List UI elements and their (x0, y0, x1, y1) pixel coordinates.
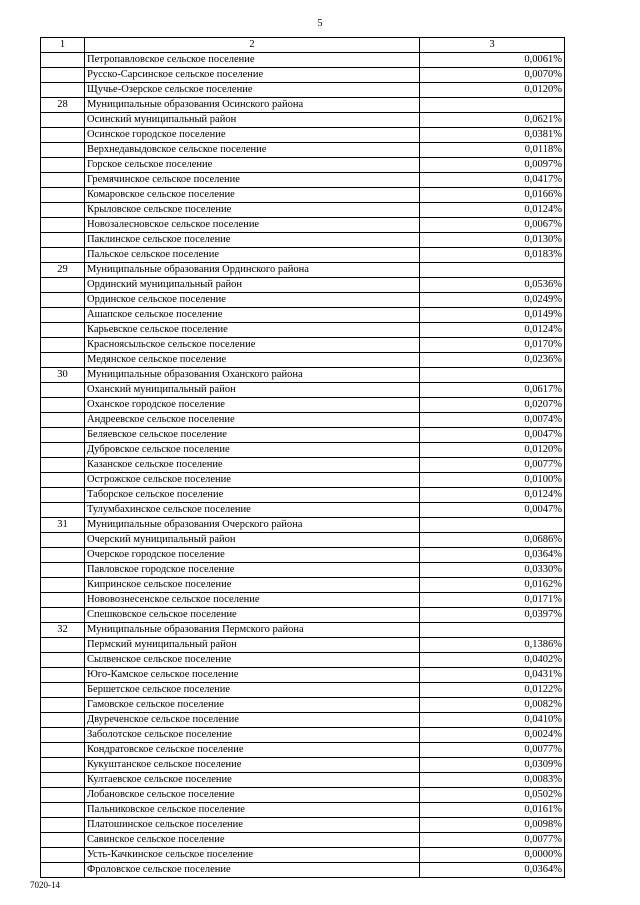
row-value: 0,0083% (420, 773, 565, 788)
row-name: Гремячинское сельское поселение (85, 173, 420, 188)
row-number (41, 443, 85, 458)
table-row (41, 128, 565, 143)
table-row (41, 473, 565, 488)
row-number (41, 203, 85, 218)
row-number (41, 158, 85, 173)
row-value: 0,0077% (420, 458, 565, 473)
row-value: 0,0149% (420, 308, 565, 323)
row-number: 28 (41, 98, 85, 113)
row-number (41, 428, 85, 443)
row-value: 0,0047% (420, 428, 565, 443)
table-row (41, 563, 565, 578)
table-row (41, 413, 565, 428)
row-number (41, 398, 85, 413)
table-row (41, 278, 565, 293)
row-name: Муниципальные образования Очерского района (85, 518, 420, 533)
document-code: 7020-14 (30, 880, 60, 890)
table-row (41, 638, 565, 653)
row-number (41, 833, 85, 848)
row-value: 0,0402% (420, 653, 565, 668)
row-value: 0,0130% (420, 233, 565, 248)
row-number: 29 (41, 263, 85, 278)
row-name: Ашапское сельское поселение (85, 308, 420, 323)
district-header-row (41, 263, 565, 278)
row-value: 0,0183% (420, 248, 565, 263)
row-name: Ординский муниципальный район (85, 278, 420, 293)
row-number (41, 383, 85, 398)
row-number (41, 53, 85, 68)
table-row (41, 458, 565, 473)
row-name: Русско-Сарсинское сельское поселение (85, 68, 420, 83)
table-row (41, 248, 565, 263)
row-name: Заболотское сельское поселение (85, 728, 420, 743)
row-name: Петропавловское сельское поселение (85, 53, 420, 68)
row-name: Горское сельское поселение (85, 158, 420, 173)
row-number (41, 698, 85, 713)
row-number (41, 548, 85, 563)
row-name: Пальское сельское поселение (85, 248, 420, 263)
row-value: 0,0077% (420, 743, 565, 758)
row-name: Усть-Качкинское сельское поселение (85, 848, 420, 863)
row-value: 0,0397% (420, 608, 565, 623)
row-number (41, 323, 85, 338)
row-number (41, 83, 85, 98)
row-value: 0,0097% (420, 158, 565, 173)
row-name: Кондратовское сельское поселение (85, 743, 420, 758)
row-value: 0,0161% (420, 803, 565, 818)
table-row (41, 773, 565, 788)
row-value (420, 98, 565, 113)
row-value: 0,0098% (420, 818, 565, 833)
row-number (41, 308, 85, 323)
row-name: Новозалесновское сельское поселение (85, 218, 420, 233)
table-row (41, 203, 565, 218)
row-number (41, 488, 85, 503)
table-row (41, 593, 565, 608)
row-number (41, 503, 85, 518)
row-number (41, 473, 85, 488)
row-number (41, 668, 85, 683)
row-number (41, 278, 85, 293)
page-number: 5 (317, 18, 323, 29)
table-row (41, 848, 565, 863)
row-value: 0,0502% (420, 788, 565, 803)
row-number (41, 233, 85, 248)
header-col-3: 3 (420, 38, 565, 53)
row-number (41, 713, 85, 728)
table-row (41, 353, 565, 368)
row-number (41, 533, 85, 548)
row-value: 0,0070% (420, 68, 565, 83)
row-number: 32 (41, 623, 85, 638)
table-row (41, 683, 565, 698)
row-number (41, 683, 85, 698)
row-value: 0,0118% (420, 143, 565, 158)
header-col-2: 2 (85, 38, 420, 53)
table-row (41, 323, 565, 338)
allocation-table (40, 37, 565, 878)
table-row (41, 173, 565, 188)
row-value: 0,0207% (420, 398, 565, 413)
table-row (41, 113, 565, 128)
row-value: 0,0417% (420, 173, 565, 188)
table-row (41, 53, 565, 68)
row-name: Бершетское сельское поселение (85, 683, 420, 698)
row-number (41, 638, 85, 653)
row-name: Кипринское сельское поселение (85, 578, 420, 593)
row-value: 0,0120% (420, 83, 565, 98)
row-value: 0,0077% (420, 833, 565, 848)
row-name: Беляевское сельское поселение (85, 428, 420, 443)
row-number (41, 863, 85, 878)
row-value: 0,0000% (420, 848, 565, 863)
row-value (420, 368, 565, 383)
row-value: 0,0100% (420, 473, 565, 488)
row-value: 0,0124% (420, 323, 565, 338)
table-row (41, 308, 565, 323)
row-number: 30 (41, 368, 85, 383)
row-name: Осинский муниципальный район (85, 113, 420, 128)
row-name: Комаровское сельское поселение (85, 188, 420, 203)
row-value: 0,0236% (420, 353, 565, 368)
row-name: Фроловское сельское поселение (85, 863, 420, 878)
table-row (41, 428, 565, 443)
row-value: 0,0617% (420, 383, 565, 398)
row-number (41, 188, 85, 203)
table-row (41, 803, 565, 818)
row-value: 0,0364% (420, 548, 565, 563)
row-number (41, 593, 85, 608)
row-number (41, 113, 85, 128)
row-number (41, 413, 85, 428)
row-name: Карьевское сельское поселение (85, 323, 420, 338)
row-value: 0,0074% (420, 413, 565, 428)
row-name: Муниципальные образования Пермского района (85, 623, 420, 638)
table-row (41, 653, 565, 668)
table-row (41, 293, 565, 308)
row-name: Савинское сельское поселение (85, 833, 420, 848)
table-row (41, 668, 565, 683)
row-number (41, 68, 85, 83)
row-value: 0,0124% (420, 203, 565, 218)
table-row (41, 533, 565, 548)
district-header-row (41, 368, 565, 383)
row-number (41, 173, 85, 188)
row-name: Култаевское сельское поселение (85, 773, 420, 788)
district-header-row (41, 623, 565, 638)
row-value: 0,0166% (420, 188, 565, 203)
row-name: Дубровское сельское поселение (85, 443, 420, 458)
row-name: Муниципальные образования Оханского района (85, 368, 420, 383)
row-name: Медянское сельское поселение (85, 353, 420, 368)
row-number (41, 563, 85, 578)
row-name: Кукуштанское сельское поселение (85, 758, 420, 773)
row-name: Оханский муниципальный район (85, 383, 420, 398)
table-row (41, 398, 565, 413)
table-row (41, 863, 565, 878)
row-value: 0,0122% (420, 683, 565, 698)
table-row (41, 143, 565, 158)
table-row (41, 503, 565, 518)
table-row (41, 548, 565, 563)
row-value: 0,0124% (420, 488, 565, 503)
district-header-row (41, 98, 565, 113)
row-value: 0,0536% (420, 278, 565, 293)
row-name: Гамовское сельское поселение (85, 698, 420, 713)
row-name: Лобановское сельское поселение (85, 788, 420, 803)
row-name: Очерское городское поселение (85, 548, 420, 563)
row-number (41, 818, 85, 833)
table-row (41, 443, 565, 458)
row-name: Пермский муниципальный район (85, 638, 420, 653)
row-number (41, 758, 85, 773)
row-number (41, 653, 85, 668)
row-name: Двуреченское сельское поселение (85, 713, 420, 728)
row-name: Юго-Камское сельское поселение (85, 668, 420, 683)
row-name: Пальниковское сельское поселение (85, 803, 420, 818)
row-number (41, 578, 85, 593)
row-number (41, 803, 85, 818)
table-row (41, 818, 565, 833)
row-number (41, 248, 85, 263)
row-value (420, 518, 565, 533)
row-name: Андреевское сельское поселение (85, 413, 420, 428)
row-value (420, 263, 565, 278)
header-col-1: 1 (41, 38, 85, 53)
district-header-row (41, 518, 565, 533)
row-name: Паклинское сельское поселение (85, 233, 420, 248)
row-value: 0,1386% (420, 638, 565, 653)
row-value: 0,0686% (420, 533, 565, 548)
row-value: 0,0120% (420, 443, 565, 458)
row-name: Тулумбахинское сельское поселение (85, 503, 420, 518)
row-number (41, 353, 85, 368)
row-number (41, 128, 85, 143)
row-name: Острожское сельское поселение (85, 473, 420, 488)
table-row (41, 578, 565, 593)
table-row (41, 788, 565, 803)
row-value: 0,0061% (420, 53, 565, 68)
row-value: 0,0381% (420, 128, 565, 143)
row-value: 0,0249% (420, 293, 565, 308)
row-name: Нововознесенское сельское поселение (85, 593, 420, 608)
table-row (41, 713, 565, 728)
row-name: Ординское сельское поселение (85, 293, 420, 308)
row-name: Муниципальные образования Ординского района (85, 263, 420, 278)
row-value: 0,0309% (420, 758, 565, 773)
table-row (41, 383, 565, 398)
row-number (41, 788, 85, 803)
row-name: Очерский муниципальный район (85, 533, 420, 548)
row-name: Платошинское сельское поселение (85, 818, 420, 833)
table-row (41, 728, 565, 743)
table-row (41, 338, 565, 353)
row-number (41, 743, 85, 758)
row-name: Спешковское сельское поселение (85, 608, 420, 623)
row-number (41, 773, 85, 788)
table-header-row (41, 38, 565, 53)
row-value: 0,0330% (420, 563, 565, 578)
row-number (41, 728, 85, 743)
row-number (41, 293, 85, 308)
table-row (41, 188, 565, 203)
table-row (41, 698, 565, 713)
table-row (41, 68, 565, 83)
row-number (41, 848, 85, 863)
table-row (41, 608, 565, 623)
row-value: 0,0170% (420, 338, 565, 353)
row-value: 0,0621% (420, 113, 565, 128)
row-name: Верхнедавыдовское сельское поселение (85, 143, 420, 158)
row-value: 0,0082% (420, 698, 565, 713)
row-value: 0,0024% (420, 728, 565, 743)
row-value: 0,0047% (420, 503, 565, 518)
row-name: Сылвенское сельское поселение (85, 653, 420, 668)
row-value: 0,0364% (420, 863, 565, 878)
table-row (41, 833, 565, 848)
row-number (41, 458, 85, 473)
row-number (41, 338, 85, 353)
row-value: 0,0171% (420, 593, 565, 608)
row-value: 0,0162% (420, 578, 565, 593)
row-number (41, 218, 85, 233)
table-row (41, 218, 565, 233)
row-name: Муниципальные образования Осинского района (85, 98, 420, 113)
table-row (41, 158, 565, 173)
row-name: Оханское городское поселение (85, 398, 420, 413)
table-row (41, 743, 565, 758)
row-name: Красноясыльское сельское поселение (85, 338, 420, 353)
row-value: 0,0431% (420, 668, 565, 683)
row-value: 0,0410% (420, 713, 565, 728)
row-value (420, 623, 565, 638)
table-row (41, 758, 565, 773)
table-row (41, 488, 565, 503)
row-name: Щучье-Озерское сельское поселение (85, 83, 420, 98)
row-name: Казанское сельское поселение (85, 458, 420, 473)
row-name: Павловское городское поселение (85, 563, 420, 578)
row-name: Таборское сельское поселение (85, 488, 420, 503)
row-name: Осинское городское поселение (85, 128, 420, 143)
row-number (41, 143, 85, 158)
row-number: 31 (41, 518, 85, 533)
table-row (41, 83, 565, 98)
row-number (41, 608, 85, 623)
row-value: 0,0067% (420, 218, 565, 233)
table-row (41, 233, 565, 248)
row-name: Крыловское сельское поселение (85, 203, 420, 218)
